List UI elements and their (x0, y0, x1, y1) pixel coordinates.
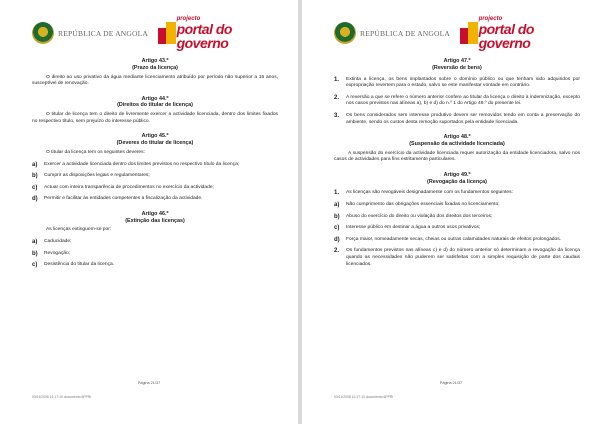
document-footer: 03/11/2008 12:17:10 documento 6PPRI (334, 395, 394, 399)
list-subitem (334, 202, 580, 209)
item-text: Revogação; (44, 250, 71, 256)
item-mark: a) (32, 239, 38, 246)
article-subtitle: (Revogação da licença) (427, 178, 487, 185)
item-text: Força maior, nomeadamente secas, cheias ou outras calamidades naturais de efeitos prolongados. (346, 236, 562, 242)
portal-logo-small: projecto (478, 16, 503, 22)
republic-label: REPÚBLICA DE ANGOLA (58, 28, 149, 38)
portal-logo-big: portal do governo (176, 21, 232, 51)
item-mark: c) (334, 225, 340, 232)
article-48-heading (334, 134, 580, 148)
article-subtitle: (Extinção das licenças) (125, 217, 185, 224)
republic-label: REPÚBLICA DE ANGOLA (360, 28, 451, 38)
item-text: Os fundamentos previstos nas alíneas c) e d) do número anterior só determinam a revogação da licença quando as necessidades não puderem ser satisfeitas com a simples requisição de parte dos caudais licenciados. (346, 248, 580, 267)
item-mark: 1. (334, 76, 340, 83)
item-mark: a) (32, 161, 38, 168)
article-47-heading (334, 58, 580, 72)
article-subtitle: (Prazo da licença) (132, 64, 178, 71)
portal-logo (460, 16, 580, 50)
portal-logo-icon (460, 22, 477, 44)
list-item (32, 162, 278, 169)
article-title: Artigo 47.º (443, 58, 471, 64)
article-title: Artigo 45.º (141, 133, 169, 140)
item-text: Abuso do exercício do direito ou violação dos direitos dos terceiros; (346, 213, 493, 219)
item-mark: b) (32, 173, 38, 180)
article-45-intro: O titular da licença tem os seguintes deveres: (46, 149, 145, 155)
item-mark: b) (32, 250, 38, 257)
item-text: As licenças são revogáveis designadamente com os fundamentos seguintes: (346, 190, 513, 196)
article-46-intro: As licenças extinguem-se por: (46, 227, 112, 233)
portal-logo-small: projecto (176, 16, 201, 22)
page-header (334, 16, 580, 50)
article-subtitle: (Direitos do titular de licença) (117, 102, 193, 109)
list-subitem (334, 214, 580, 221)
item-text: Actuar com inteira transparência de procedimentos no exercício da actividade; (44, 184, 214, 190)
article-subtitle: (Deveres do titular de licença) (116, 140, 194, 147)
item-text: Extinta a licença, os bens implantados sobre o domínio público ou que tenham sido adquiridos por expropriação revertem para o estado, salvo se este manifestar vontade em contrário. (346, 76, 580, 89)
item-mark: 2. (334, 248, 340, 255)
article-43-heading (32, 58, 278, 72)
item-text: Não cumprimento das obrigações essenciais fixadas no licenciamento; (346, 201, 500, 207)
article-44-text: O titular de licença tem o direito de livremente exercer a actividade licenciada, dentro dos limites fixados no respectivo título, sem prejuízo do interesse público. (32, 112, 278, 124)
list-item (334, 248, 580, 268)
page-number: Página 21/37 (439, 381, 463, 385)
list-item (32, 185, 278, 192)
item-text: Desistência do titular da licença. (44, 262, 115, 268)
item-mark: d) (32, 196, 38, 203)
list-item (334, 113, 580, 126)
list-subitem (334, 225, 580, 232)
list-item (32, 251, 278, 258)
list-subitem (334, 237, 580, 244)
item-mark: b) (334, 213, 340, 220)
article-43-text: O direito ao uso privativo da água mediante licenciamento atribuído por período não superior a 15 anos, susceptível de renovação. (32, 74, 278, 87)
article-title: Artigo 48.º (443, 134, 471, 141)
article-subtitle: (Suspensão da actividade licenciada) (409, 140, 505, 147)
list-item (32, 262, 278, 269)
article-48-text: A suspensão do exercício da actividade licenciada requer autorização da entidade licenciadora, salvo nos casos de actividades para fins estritamente particulares. (334, 150, 580, 163)
angola-emblem-icon (32, 22, 54, 44)
list-item (334, 190, 580, 197)
item-text: Interesse público em destinar a água a outros usos privativos; (346, 225, 481, 231)
article-title: Artigo 46.º (141, 210, 169, 217)
portal-logo-big: portal do governo (478, 21, 534, 51)
portal-logo-icon (158, 22, 175, 44)
document-footer: 03/11/2008 12:17:10 documento 6PPRI (32, 395, 92, 399)
list-item (334, 95, 580, 108)
item-text: Exercer a actividade licenciada dentro dos limites previstos no respectivo título da licença; (44, 161, 240, 167)
page-number: Página 21/37 (137, 381, 161, 385)
list-item (32, 173, 278, 180)
item-mark: 2. (334, 94, 340, 101)
article-46-heading (32, 211, 278, 225)
angola-emblem-icon (334, 22, 356, 44)
page-right (302, 0, 600, 424)
item-text: Os bens considerados sem interesse produtivo devem ser removidos tendo em conta a preservação do ambiente, sendo os custos desta remoção suportados pela entidade licenciada. (346, 112, 580, 125)
item-text: Permitir e facilitar às entidades competentes a fiscalização da actividade. (44, 196, 203, 202)
item-mark: 1. (334, 190, 340, 197)
portal-logo (158, 16, 278, 50)
list-item (32, 196, 278, 203)
item-text: A reversão a que se refere o número anterior confere ao titular da licença o direito à indemnização, excepto nos casos previstos nas alíneas a), b) e d) do n.º 1 do Artigo 49.º do presente lei. (346, 94, 580, 107)
item-mark: a) (334, 201, 340, 208)
article-44-heading (32, 96, 278, 110)
page-left (0, 0, 298, 424)
article-49-heading (334, 172, 580, 186)
article-subtitle: (Reversão de bens) (432, 64, 482, 71)
item-text: Cumprir as disposições legais e regulamentares; (44, 173, 150, 179)
article-45-heading (32, 133, 278, 147)
list-item (334, 77, 580, 90)
article-title: Artigo 44.º (141, 95, 169, 102)
item-mark: 3. (334, 112, 340, 119)
page-header (32, 16, 278, 50)
item-mark: d) (334, 236, 340, 243)
article-title: Artigo 43.º (141, 58, 169, 64)
item-mark: c) (32, 262, 38, 269)
list-item (32, 239, 278, 246)
article-title: Artigo 49.º (443, 171, 471, 178)
item-mark: c) (32, 184, 38, 191)
item-text: Caducidade; (44, 239, 72, 245)
